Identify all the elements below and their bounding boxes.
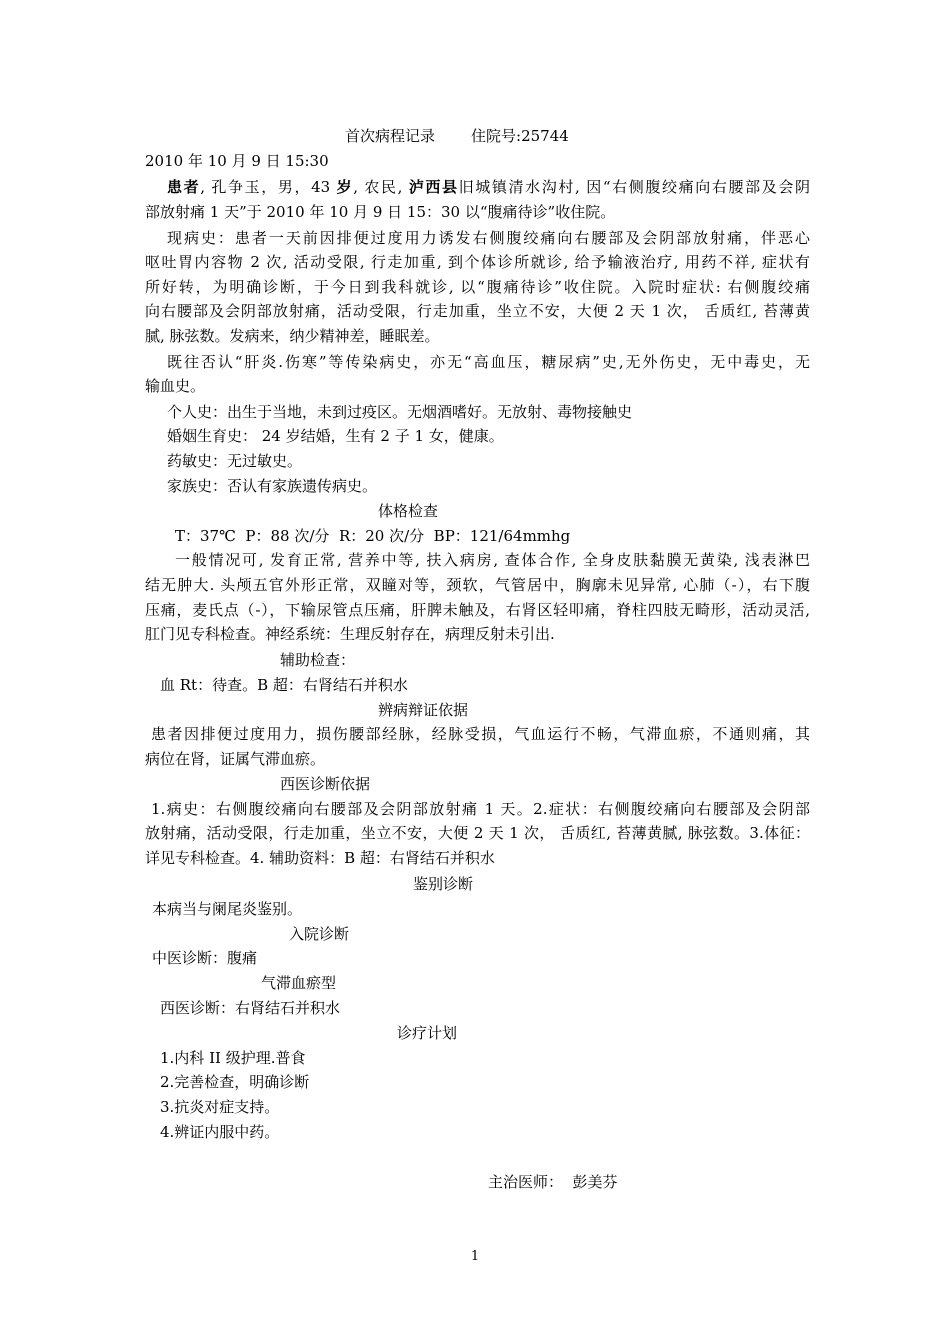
differential-content: 本病当与阑尾炎鉴别。 — [152, 900, 303, 918]
tcm-basis-line-2: 病位在肾，证属气滞血瘀。 — [145, 750, 326, 768]
exam-line-4: 肛门见专科检查。神经系统：生理反射存在，病理反射未引出. — [145, 625, 555, 643]
history-line-2: 呕吐胃内容物 2 次, 活动受限, 行走加重, 到个体诊所就诊, 给予输液治疗, 用药不祥, 症状有 — [145, 253, 810, 271]
tcm-basis-line-1: 患者因排便过度用力，损伤腰部经脉，经脉受损，气血运行不畅，气滞血瘀，不通则痛，其 — [151, 725, 810, 743]
intro-line-2: 部放射痛 1 天”于 2010 年 10 月 9 日 15：30 以“腹痛待诊”收住院。 — [145, 203, 616, 221]
record-datetime: 2010 年 10 月 9 日 15:30 — [145, 152, 329, 170]
exam-line-3: 压痛，麦氏点（-），下输尿管点压痛，肝脾未触及，右肾区轻叩痛，脊柱四肢无畸形，活动灵活, — [145, 601, 810, 619]
personal-history: 个人史：出生于当地，未到过疫区。无烟酒嗜好。无放射、毒物接触史 — [167, 403, 633, 421]
wm-basis-heading: 西医诊断依据 — [280, 775, 371, 793]
attending-physician-signature: 主治医师： 彭美芬 — [488, 1173, 618, 1191]
differential-heading: 鉴别诊断 — [413, 875, 474, 893]
history-line-4: 向右腰部及会阴部放射痛，活动受限，行走加重，坐立不安，大便 2 天 1 次， 舌质红, 苔薄黄 — [145, 302, 810, 320]
auxiliary-heading: 辅助检查： — [280, 651, 356, 669]
treatment-item: 4.辨证内服中药。 — [160, 1123, 280, 1141]
admission-number: 住院号:25744 — [471, 127, 569, 145]
wm-basis-line-1: 1.病史：右侧腹绞痛向右腰部及会阴部放射痛 1 天。2.症状：右侧腹绞痛向右腰部及会阴部 — [151, 800, 810, 818]
treatment-plan-heading: 诊疗计划 — [397, 1024, 458, 1042]
treatment-item: 2.完善检查，明确诊断 — [160, 1073, 310, 1091]
record-title: 首次病程记录 住院号:25744 — [345, 127, 569, 145]
allergy-history: 药敏史：无过敏史。 — [167, 452, 303, 470]
treatment-item: 1.内科 II 级护理.普食 — [160, 1049, 306, 1067]
auxiliary-content: 血 Rt：待查。B 超：右肾结石并积水 — [160, 676, 408, 694]
history-line-1: 现病史：患者一天前因排便过度用力诱发右侧腹绞痛向右腰部及会阴部放射痛，伴恶心 — [167, 229, 810, 247]
marriage-history: 婚姻生育史： 24 岁结婚，生有 2 子 1 女，健康。 — [167, 427, 504, 445]
family-history: 家族史：否认有家族遗传病史。 — [167, 477, 378, 495]
history-line-5: 腻, 脉弦数。发病来，纳少精神差，睡眠差。 — [145, 327, 440, 345]
exam-line-2: 结无肿大. 头颅五官外形正常，双瞳对等，颈软，气管居中，胸廓未见异常, 心肺（-），右下腹 — [145, 576, 810, 594]
tcm-diagnosis: 中医诊断：腹痛 — [152, 949, 258, 967]
past-history-line-1: 既往否认“肝炎.伤寒”等传染病史，亦无“高血压，糖尿病”史,无外伤史，无中毒史，无 — [167, 353, 810, 371]
intro-line-1: 患者, 孔争玉，男，43 岁, 农民, 泸西县旧城镇清水沟村, 因“右侧腹绞痛向右腰部及会阴 — [167, 178, 810, 196]
past-history-line-2: 输血史。 — [145, 377, 206, 395]
wm-basis-line-3: 详见专科检查。4. 辅助资料：B 超：右肾结石并积水 — [145, 849, 495, 867]
history-line-3: 所好转，为明确诊断，于今日到我科就诊, 以“腹痛待诊”收住院。入院时症状: 右侧腹绞痛 — [145, 278, 810, 296]
physical-exam-heading: 体格检查 — [378, 502, 439, 520]
page-number: 1 — [470, 1249, 480, 1264]
exam-line-1: 一般情况可, 发育正常, 营养中等, 扶入病房, 查体合作, 全身皮肤黏膜无黄染, 浅表淋巴 — [175, 551, 810, 569]
vital-signs: T：37℃ P：88 次/分 R：20 次/分 BP：121/64mmhg — [175, 527, 571, 545]
tcm-basis-heading: 辨病辩证依据 — [378, 701, 469, 719]
tcm-diagnosis-type: 气滞血瘀型 — [261, 974, 337, 992]
wm-basis-line-2: 放射痛，活动受限，行走加重，坐立不安，大便 2 天 1 次， 舌质红, 苔薄黄腻, 脉弦数。3.体征： — [145, 824, 810, 842]
wm-diagnosis: 西医诊断：右肾结石并积水 — [160, 999, 341, 1017]
admission-diagnosis-heading: 入院诊断 — [289, 925, 350, 943]
treatment-item: 3.抗炎对症支持。 — [160, 1098, 280, 1116]
